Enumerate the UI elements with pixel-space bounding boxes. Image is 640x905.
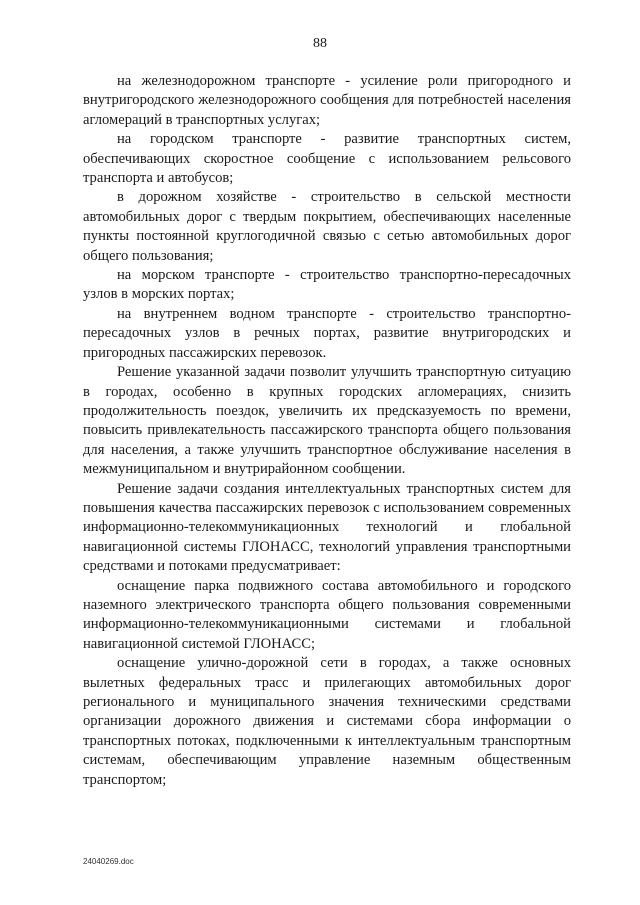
paragraph-urban-transport: на городском транспорте - развитие транспортных систем, обеспечивающих скоростное сообщение с использованием рельсового транспорта и автобусов;	[83, 131, 571, 187]
paragraph-inland-water: на внутреннем водном транспорте - строительство транспортно-пересадочных узлов в речных портах, развитие внутригородских и пригородных пассажирских перевозок.	[83, 305, 571, 361]
paragraph-road-network-equipment: оснащение улично-дорожной сети в городах, а также основных вылетных федеральных трасс и прилегающих автомобильных дорог регионального и муниципального значения техническими средствами организации дорожного движения и системами сбора информации о транспортных потоках, подключенными к интеллектуальным транспортным системам, обеспечивающим управление наземным общественным транспортом;	[83, 655, 571, 788]
paragraph-sea-transport: на морском транспорте - строительство транспортно-пересадочных узлов в морских портах;	[83, 267, 571, 303]
page-number: 88	[313, 36, 327, 51]
paragraph-intelligent-systems: Решение задачи создания интеллектуальных транспортных систем для повышения качества пассажирских перевозок с использованием современных информационно-телекоммуникационных технологий и глобальной навигационной системы ГЛОНАСС, технологий управления транспортными средствами и потоками предусматривает:	[83, 480, 571, 575]
paragraph-road-economy: в дорожном хозяйстве - строительство в сельской местности автомобильных дорог с твердым покрытием, обеспечивающих населенные пункты постоянной круглогодичной связью с сетью автомобильных дорог общего пользования;	[83, 189, 571, 264]
paragraph-railway: на железнодорожном транспорте - усиление роли пригородного и внутригородского железнодорожного сообщения для потребностей населения агломераций в транспортных услугах;	[83, 73, 571, 128]
paragraph-fleet-equipment: оснащение парка подвижного состава автомобильного и городского наземного электрического транспорта общего пользования современными информационно-телекоммуникационными системами и глобальной навигационной системой ГЛОНАСС;	[83, 577, 571, 652]
body-text	[83, 72, 571, 790]
paragraph-task-solution: Решение указанной задачи позволит улучшить транспортную ситуацию в городах, особенно в крупных городских агломерациях, снизить продолжительность поездок, увеличить их предсказуемость по времени, повысить привлекательность пассажирского транспорта общего пользования для населения, а также улучшить транспортное обслуживание населения в межмуниципальном и внутрирайонном сообщении.	[83, 364, 571, 478]
document-filename: 24040269.doc	[83, 857, 134, 866]
